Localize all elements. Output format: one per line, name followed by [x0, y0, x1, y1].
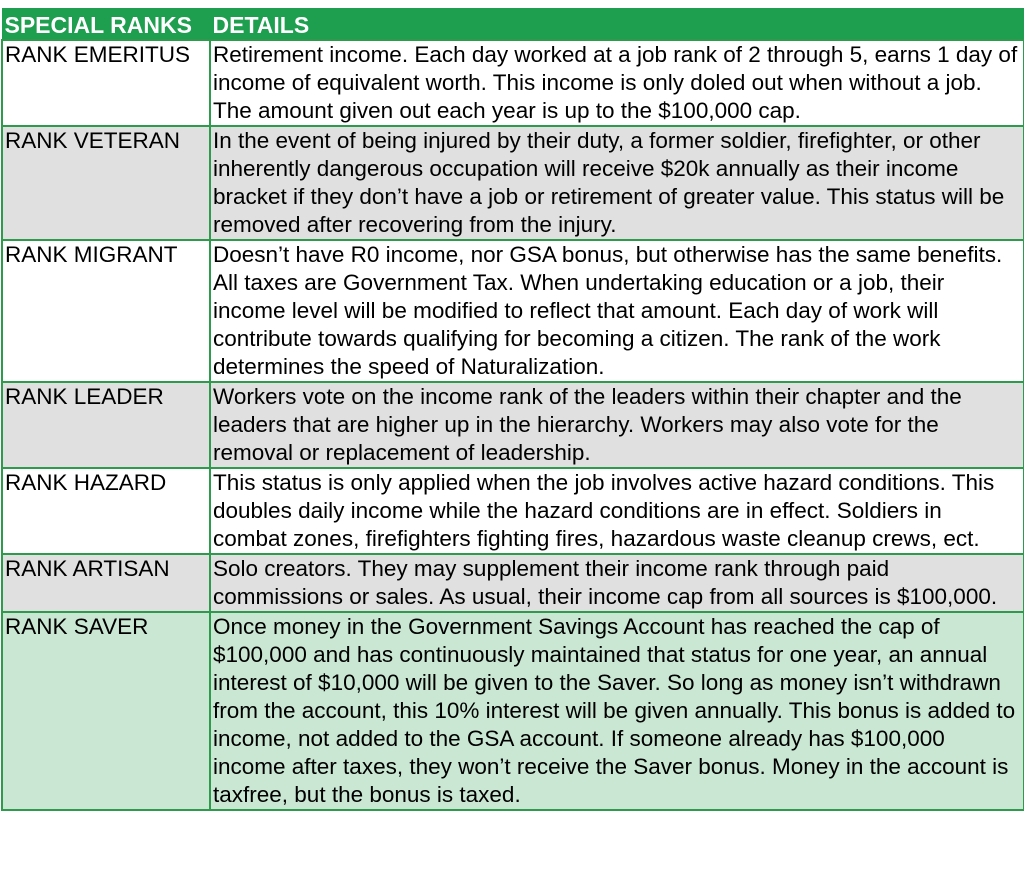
table-row [2, 40, 1024, 126]
rank-name: RANK LEADER [2, 382, 210, 468]
rank-name: RANK MIGRANT [2, 240, 210, 382]
table-row [2, 612, 1024, 810]
rank-name: RANK HAZARD [2, 468, 210, 554]
rank-details: Solo creators. They may supplement their income rank through paid commissions or sales. As usual, their income cap from all sources is $100,000. [210, 554, 1024, 612]
rank-details: Once money in the Government Savings Account has reached the cap of $100,000 and has continuously maintained that status for one year, an annual interest of $10,000 will be given to the Saver. So long as money isn’t withdrawn from the account, this 10% interest will be given annually. This bonus is added to income, not added to the GSA account. If someone already has $100,000 income after taxes, they won’t receive the Saver bonus. Money in the account is taxfree, but the bonus is taxed. [210, 612, 1024, 810]
rank-name: RANK VETERAN [2, 126, 210, 240]
special-ranks-table [1, 8, 1024, 811]
table-row [2, 126, 1024, 240]
table-row [2, 468, 1024, 554]
rank-details: Doesn’t have R0 income, nor GSA bonus, but otherwise has the same benefits. All taxes are Government Tax. When undertaking education or a job, their income level will be modified to reflect that amount. Each day of work will contribute towards qualifying for becoming a citizen. The rank of the work determines the speed of Naturalization. [210, 240, 1024, 382]
rank-details: This status is only applied when the job involves active hazard conditions. This doubles daily income while the hazard conditions are in effect. Soldiers in combat zones, firefighters fighting fires, hazardous waste cleanup crews, ect. [210, 468, 1024, 554]
rank-details: Retirement income. Each day worked at a job rank of 2 through 5, earns 1 day of income of equivalent worth. This income is only doled out when without a job. The amount given out each year is up to the $100,000 cap. [210, 40, 1024, 126]
table-row [2, 382, 1024, 468]
rank-name: RANK SAVER [2, 612, 210, 810]
table-row [2, 240, 1024, 382]
rank-name: RANK EMERITUS [2, 40, 210, 126]
table-row [2, 554, 1024, 612]
rank-details: Workers vote on the income rank of the leaders within their chapter and the leaders that are higher up in the hierarchy. Workers may also vote for the removal or replacement of leadership. [210, 382, 1024, 468]
header-special-ranks: SPECIAL RANKS [2, 10, 210, 41]
table-header-row [2, 10, 1024, 41]
rank-details: In the event of being injured by their duty, a former soldier, firefighter, or other inherently dangerous occupation will receive $20k annually as their income bracket if they don’t have a job or retirement of greater value. This status will be removed after recovering from the injury. [210, 126, 1024, 240]
header-details: DETAILS [210, 10, 1024, 41]
rank-name: RANK ARTISAN [2, 554, 210, 612]
